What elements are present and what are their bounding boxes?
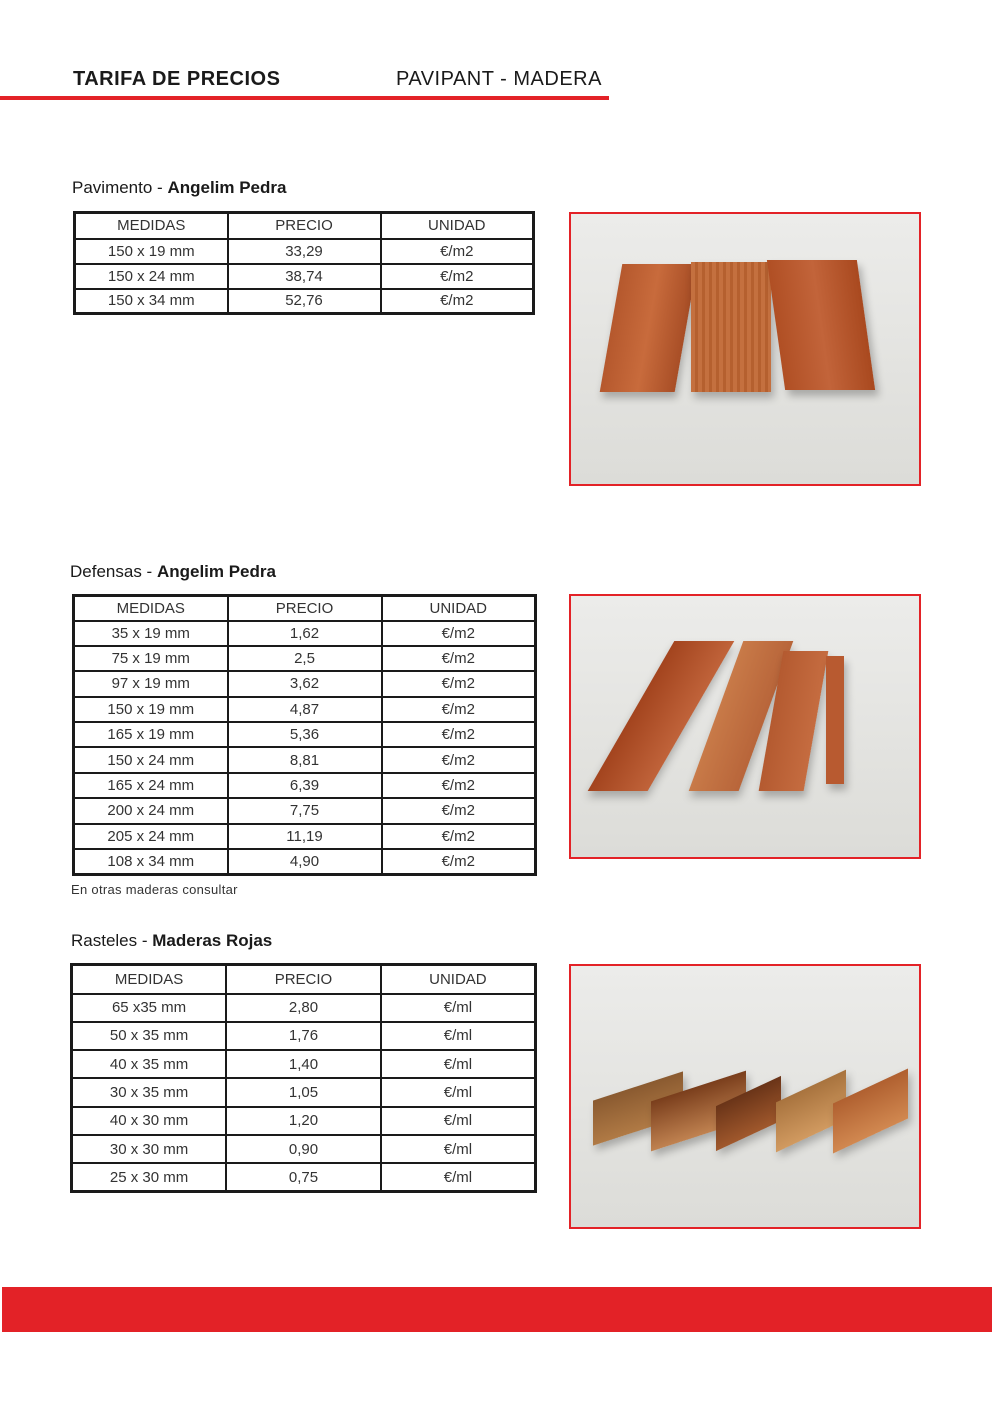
table-row xyxy=(72,1107,536,1135)
unit-cell: €/m2 xyxy=(382,722,536,747)
document-subtitle: PAVIPANT - MADERA xyxy=(396,68,602,90)
size-cell: 35 x 19 mm xyxy=(74,621,228,646)
table-row xyxy=(74,722,536,747)
size-cell: 205 x 24 mm xyxy=(74,824,228,849)
price-cell: 2,80 xyxy=(226,994,381,1022)
table-row xyxy=(74,824,536,849)
photo-pavimento xyxy=(569,212,921,486)
title-prefix: Pavimento xyxy=(72,178,153,197)
section-title-rasteles: Rasteles - Maderas Rojas xyxy=(71,931,273,950)
footer-band xyxy=(2,1287,992,1332)
price-cell: 33,29 xyxy=(228,239,381,264)
size-cell: 30 x 35 mm xyxy=(72,1078,227,1106)
table-row xyxy=(74,747,536,772)
unit-cell: €/m2 xyxy=(382,747,536,772)
unit-cell: €/ml xyxy=(381,1107,536,1135)
size-cell: 40 x 30 mm xyxy=(72,1107,227,1135)
table-row xyxy=(74,798,536,823)
table-row xyxy=(72,1078,536,1106)
column-header: MEDIDAS xyxy=(72,965,227,994)
price-table-rasteles xyxy=(70,963,537,1193)
table-row xyxy=(74,621,536,646)
unit-cell: €/m2 xyxy=(382,621,536,646)
price-cell: 3,62 xyxy=(228,671,382,696)
price-cell: 8,81 xyxy=(228,747,382,772)
title-bold: Angelim Pedra xyxy=(156,562,276,581)
title-bold: Angelim Pedra xyxy=(167,178,287,197)
table-row xyxy=(75,289,534,314)
column-header: PRECIO xyxy=(228,596,382,621)
section-title-defensas: Defensas - Angelim Pedra xyxy=(70,562,276,581)
size-cell: 108 x 34 mm xyxy=(74,849,228,874)
unit-cell: €/ml xyxy=(381,1022,536,1050)
table-row xyxy=(74,671,536,696)
price-cell: 5,36 xyxy=(228,722,382,747)
table-header-row xyxy=(75,213,534,239)
column-header: UNIDAD xyxy=(382,596,536,621)
table-row xyxy=(74,773,536,798)
unit-cell: €/m2 xyxy=(382,697,536,722)
table-row xyxy=(72,1135,536,1163)
price-cell: 7,75 xyxy=(228,798,382,823)
size-cell: 50 x 35 mm xyxy=(72,1022,227,1050)
unit-cell: €/m2 xyxy=(382,773,536,798)
table-row xyxy=(72,1050,536,1078)
unit-cell: €/m2 xyxy=(382,849,536,874)
table-row xyxy=(74,697,536,722)
price-cell: 4,90 xyxy=(228,849,382,874)
unit-cell: €/m2 xyxy=(382,824,536,849)
unit-cell: €/m2 xyxy=(381,289,534,314)
unit-cell: €/m2 xyxy=(381,239,534,264)
price-cell: 6,39 xyxy=(228,773,382,798)
table-row xyxy=(75,239,534,264)
column-header: MEDIDAS xyxy=(74,596,228,621)
size-cell: 150 x 19 mm xyxy=(75,239,228,264)
price-cell: 38,74 xyxy=(228,264,381,289)
unit-cell: €/m2 xyxy=(382,671,536,696)
photo-defensas xyxy=(569,594,921,859)
size-cell: 150 x 24 mm xyxy=(75,264,228,289)
table-header-row xyxy=(74,596,536,621)
table-row xyxy=(72,1022,536,1050)
size-cell: 150 x 19 mm xyxy=(74,697,228,722)
title-bold: Maderas Rojas xyxy=(152,931,273,950)
header-divider xyxy=(0,96,609,100)
price-cell: 52,76 xyxy=(228,289,381,314)
title-prefix: Defensas xyxy=(70,562,142,581)
price-table-defensas xyxy=(72,594,537,876)
size-cell: 30 x 30 mm xyxy=(72,1135,227,1163)
table-row xyxy=(72,1163,536,1191)
unit-cell: €/ml xyxy=(381,1135,536,1163)
column-header: MEDIDAS xyxy=(75,213,228,239)
unit-cell: €/ml xyxy=(381,1078,536,1106)
size-cell: 97 x 19 mm xyxy=(74,671,228,696)
size-cell: 165 x 19 mm xyxy=(74,722,228,747)
price-cell: 1,62 xyxy=(228,621,382,646)
price-cell: 1,05 xyxy=(226,1078,381,1106)
title-prefix: Rasteles xyxy=(71,931,138,950)
price-cell: 1,76 xyxy=(226,1022,381,1050)
table-row xyxy=(72,994,536,1022)
size-cell: 75 x 19 mm xyxy=(74,646,228,671)
unit-cell: €/m2 xyxy=(381,264,534,289)
size-cell: 150 x 34 mm xyxy=(75,289,228,314)
table-row xyxy=(74,646,536,671)
price-table-pavimento xyxy=(73,211,535,315)
price-cell: 0,75 xyxy=(226,1163,381,1191)
price-cell: 4,87 xyxy=(228,697,382,722)
photo-rasteles xyxy=(569,964,921,1229)
column-header: PRECIO xyxy=(226,965,381,994)
size-cell: 25 x 30 mm xyxy=(72,1163,227,1191)
unit-cell: €/ml xyxy=(381,994,536,1022)
unit-cell: €/ml xyxy=(381,1050,536,1078)
unit-cell: €/m2 xyxy=(382,646,536,671)
size-cell: 40 x 35 mm xyxy=(72,1050,227,1078)
price-cell: 1,40 xyxy=(226,1050,381,1078)
note-text: En otras maderas consultar xyxy=(71,882,238,897)
size-cell: 65 x35 mm xyxy=(72,994,227,1022)
price-cell: 1,20 xyxy=(226,1107,381,1135)
column-header: PRECIO xyxy=(228,213,381,239)
size-cell: 165 x 24 mm xyxy=(74,773,228,798)
price-cell: 11,19 xyxy=(228,824,382,849)
document-title: TARIFA DE PRECIOS xyxy=(73,68,281,90)
unit-cell: €/m2 xyxy=(382,798,536,823)
size-cell: 200 x 24 mm xyxy=(74,798,228,823)
table-header-row xyxy=(72,965,536,994)
price-cell: 2,5 xyxy=(228,646,382,671)
column-header: UNIDAD xyxy=(381,965,536,994)
price-cell: 0,90 xyxy=(226,1135,381,1163)
size-cell: 150 x 24 mm xyxy=(74,747,228,772)
table-row xyxy=(74,849,536,874)
unit-cell: €/ml xyxy=(381,1163,536,1191)
section-title-pavimento: Pavimento - Angelim Pedra xyxy=(72,178,287,197)
table-row xyxy=(75,264,534,289)
column-header: UNIDAD xyxy=(381,213,534,239)
